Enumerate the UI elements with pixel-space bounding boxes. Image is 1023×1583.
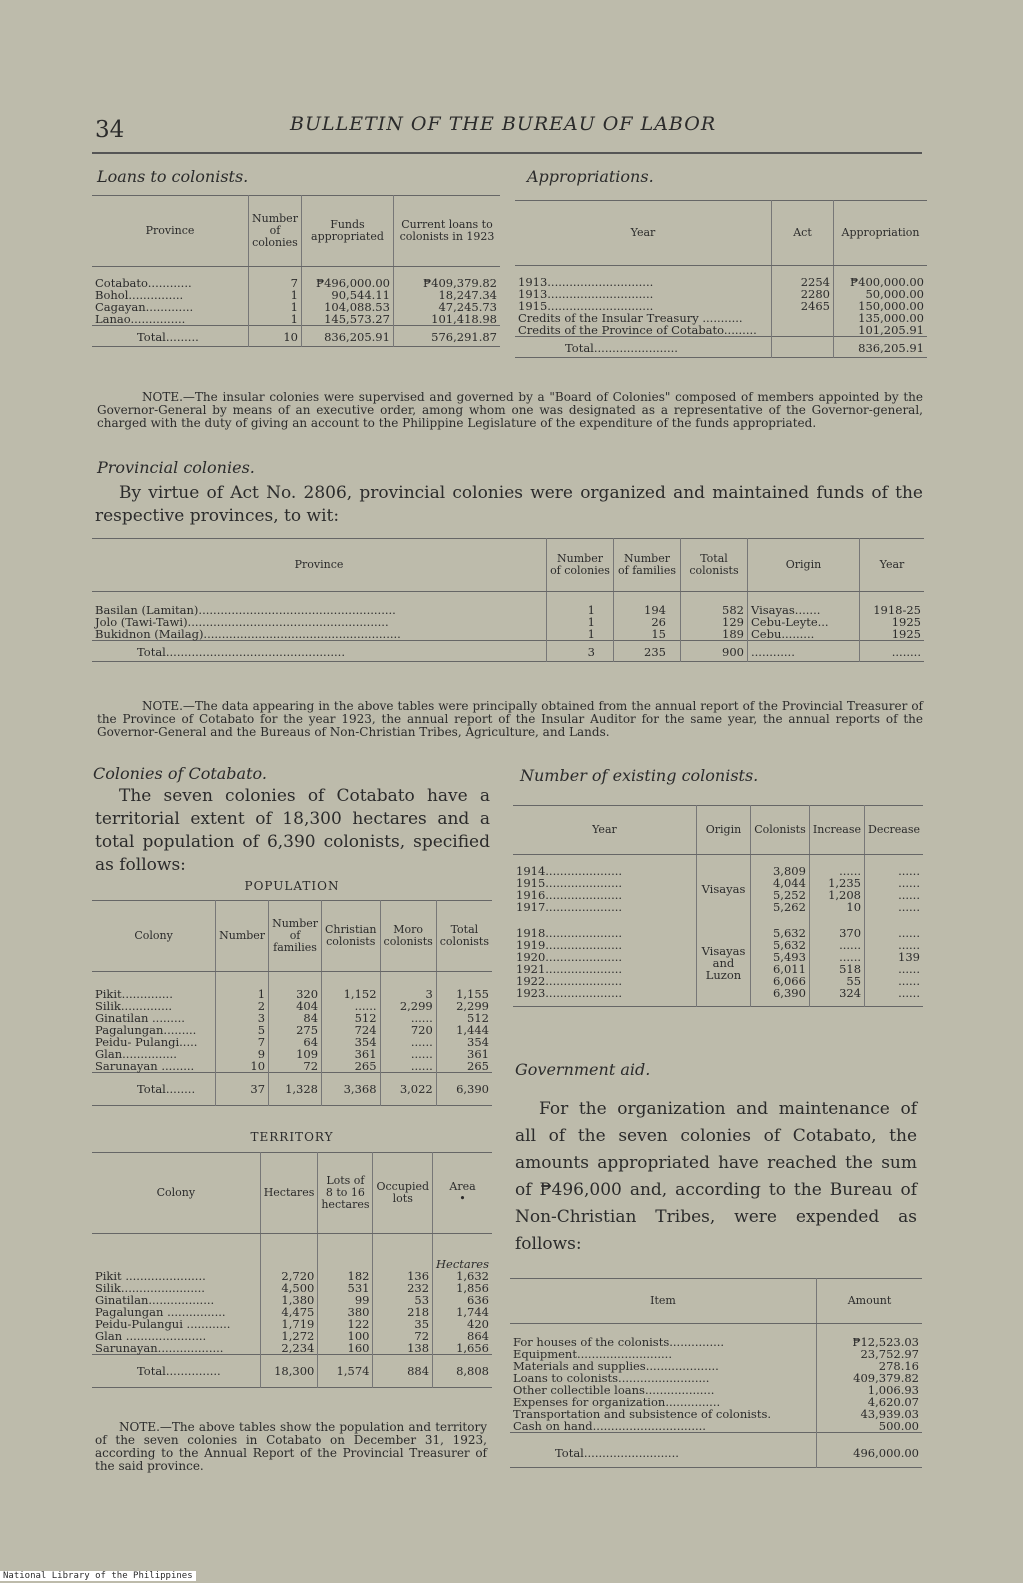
total-row: Total................................................. 3 235 900 ............ ........	[92, 640, 924, 661]
col-header: Increase	[809, 806, 864, 855]
col-header: Number of colonies	[249, 196, 302, 267]
table-row: 1913............................. 2280 50,000.00	[515, 288, 927, 300]
table-row: Ginatilan.................. 1,380 99 53 636	[92, 1294, 492, 1306]
col-header: Province	[92, 196, 249, 267]
population-table	[92, 900, 492, 1106]
col-header: Appropriation	[834, 201, 928, 266]
table-row: Pikit.............. 1 320 1,152 3 1,155	[92, 988, 492, 1000]
loans-heading: Loans to colonists.	[97, 167, 249, 186]
table-row: For houses of the colonists............... ₱12,523.03	[510, 1336, 922, 1348]
aid-header-row	[510, 1279, 922, 1324]
aid-table	[510, 1278, 922, 1468]
territory-header-row	[92, 1153, 492, 1234]
running-title: BULLETIN OF THE BUREAU OF LABOR	[290, 113, 717, 135]
appropriations-heading: Appropriations.	[527, 167, 654, 186]
table-row: Glan ...................... 1,272 100 72 864	[92, 1330, 492, 1342]
table-row: Basilan (Lamitan)...................................................... 1 194 582 Visayas....... 1918-25	[92, 604, 924, 616]
col-header: Hectares	[260, 1153, 318, 1234]
increase-list: 370 ...... ...... 518 55 324	[809, 927, 864, 999]
table-row: Other collectible loans................... 1,006.93	[510, 1384, 922, 1396]
col-header: Year	[513, 806, 696, 855]
table-row: Transportation and subsistence of colonists. 43,939.03	[510, 1408, 922, 1420]
cotabato-intro: The seven colonies of Cotabato have a territorial extent of 18,300 hectares and a total population of 6,390 colonists, specified as follows:	[95, 786, 490, 875]
year-list: 1914..................... 1915..................... 1916..................... 1917.....................	[516, 863, 623, 914]
col-header: Number of families	[269, 901, 322, 972]
col-header: Colonists	[751, 806, 810, 855]
table-row: Expenses for organization............... 4,620.07	[510, 1396, 922, 1408]
col-header: Occupied lots	[373, 1153, 433, 1234]
table-row: Materials and supplies.................... 278.16	[510, 1360, 922, 1372]
col-header: Funds appropriated	[301, 196, 393, 267]
aid-heading: Government aid.	[515, 1060, 651, 1079]
col-header: Province	[92, 539, 547, 592]
table-row: Cotabato............ 7 ₱496,000.00 ₱409,379.82	[92, 277, 500, 289]
total-row: Total............... 18,300 1,574 884 8,808	[92, 1354, 492, 1387]
col-header: Lots of 8 to 16 hectares	[318, 1153, 373, 1234]
loans-header-row	[92, 196, 500, 267]
table-row: 1913............................. 2254 ₱400,000.00	[515, 276, 927, 288]
population-header-row	[92, 901, 492, 972]
col-header: Current loans to colonists in 1923	[393, 196, 500, 267]
col-header: Christian colonists	[322, 901, 381, 972]
note-cotabato-tables: NOTE.—The above tables show the population and territory of the seven colonies in Cotabato on December 31, 1923, according to the Annual Report of the Provincial Treasurer of the said province.	[95, 1420, 487, 1473]
total-row: Total........ 37 1,328 3,368 3,022 6,390	[92, 1072, 492, 1105]
library-credit: National Library of the Philippines	[0, 1571, 196, 1581]
colonists-list: 5,632 5,632 5,493 6,011 6,066 6,390	[751, 927, 810, 999]
total-row: Total......... 10 836,205.91 576,291.87	[92, 325, 500, 346]
table-row: Credits of the Province of Cotabato......... 101,205.91	[515, 324, 927, 337]
col-header: Decrease	[865, 806, 923, 855]
table-row: Loans to colonists......................... 409,379.82	[510, 1372, 922, 1384]
decrease-list: ...... ...... ...... ......	[865, 865, 923, 913]
existing-colonists-table	[513, 805, 923, 1007]
existing-group-visayas-luzon	[513, 927, 923, 999]
table-row: Peidu-Pulangui ............ 1,719 122 35 420	[92, 1318, 492, 1330]
total-row: Total.......................... 496,000.00	[510, 1432, 922, 1467]
col-header: Number	[216, 901, 269, 972]
origin-cell: Visayas and Luzon	[696, 927, 750, 999]
table-row: 1915............................. 2465 150,000.00	[515, 300, 927, 312]
table-row: Bukidnon (Mailag)...................................................... 1 15 189 Cebu......... 1925	[92, 628, 924, 641]
col-header: Number of families	[614, 539, 681, 592]
col-header: Year	[515, 201, 772, 266]
table-row: Cagayan............. 1 104,088.53 47,245.73	[92, 301, 500, 313]
table-row: Lanao............... 1 145,573.27 101,418.98	[92, 313, 500, 326]
territory-caption: TERRITORY	[250, 1130, 334, 1144]
col-header: Moro colonists	[380, 901, 436, 972]
table-row: Ginatilan ......... 3 84 512 ...... 512	[92, 1012, 492, 1024]
col-header: Colony	[92, 901, 216, 972]
table-row: Sarunayan.................. 2,234 160 138 1,656	[92, 1342, 492, 1355]
table-row: Credits of the Insular Treasury ........... 135,000.00	[515, 312, 927, 324]
cotabato-heading: Colonies of Cotabato.	[93, 764, 267, 783]
col-header: Area •	[433, 1153, 492, 1234]
col-header: Number of colonies	[547, 539, 614, 592]
table-row: Silik.............. 2 404 ...... 2,299 2,299	[92, 1000, 492, 1012]
appropriations-header-row	[515, 201, 927, 266]
note-board-of-colonies: NOTE.—The insular colonies were supervised and governed by a "Board of Colonies" composed of members appointed by the Governor-General by means of an executive order, among whom one was designated as a representative of the Governor-general, charged with the duty of giving an account to the Philippine Legislature of the expenditure of the funds appropriated.	[97, 390, 923, 430]
note-data-sources: NOTE.—The data appearing in the above tables were principally obtained from the annual report of the Provincial Treasurer of the Province of Cotabato for the year 1923, the annual report of the Insular Auditor for the same year, the annual reports of the Governor-General and the Bureaus of Non-Christian Tribes, Agriculture, and Lands.	[97, 699, 923, 739]
table-row: Sarunayan ......... 10 72 265 ...... 265	[92, 1060, 492, 1073]
decrease-list: ...... ...... 139 ...... ...... ......	[865, 927, 923, 999]
col-header: Act	[772, 201, 834, 266]
col-header: Item	[510, 1279, 817, 1324]
col-header: Year	[860, 539, 925, 592]
table-row: Pagalungan......... 5 275 724 720 1,444	[92, 1024, 492, 1036]
total-row: Total....................... 836,205.91	[515, 336, 927, 357]
col-header: Total colonists	[681, 539, 748, 592]
col-header: Amount	[817, 1279, 923, 1324]
provincial-table	[92, 538, 924, 662]
colonists-list: 3,809 4,044 5,252 5,262	[751, 865, 810, 913]
table-row: Silik....................... 4,500 531 232 1,856	[92, 1282, 492, 1294]
territory-table	[92, 1152, 492, 1388]
aid-intro: For the organization and maintenance of all of the seven colonies of Cotabato, the amounts appropriated have reached the sum of ₱496,000 and, according to the Bureau of Non-Christian Tribes, were expended as follows:	[515, 1099, 917, 1254]
header-rule	[92, 152, 922, 154]
table-row: Equipment.......................... 23,752.97	[510, 1348, 922, 1360]
col-header: Total colonists	[436, 901, 492, 972]
table-row: Jolo (Tawi-Tawi)....................................................... 1 26 129 Cebu-Leyte... 1925	[92, 616, 924, 628]
area-unit-label: Hectares	[433, 1234, 492, 1270]
table-row: Pagalungan ................ 4,475 380 218 1,744	[92, 1306, 492, 1318]
table-row: Pikit ...................... 2,720 182 136 1,632	[92, 1270, 492, 1282]
existing-group-visayas	[513, 865, 923, 913]
loans-table	[92, 195, 500, 347]
origin-cell: Visayas	[696, 865, 750, 913]
year-list: 1918..................... 1919..................... 1920..................... 1921..................... 1922..................... 1923.....................	[516, 925, 623, 1000]
increase-list: ...... 1,235 1,208 10	[809, 865, 864, 913]
table-row: Bohol............... 1 90,544.11 18,247.34	[92, 289, 500, 301]
existing-heading: Number of existing colonists.	[520, 766, 759, 785]
table-row: Glan............... 9 109 361 ...... 361	[92, 1048, 492, 1060]
col-header: Colony	[92, 1153, 260, 1234]
provincial-intro: By virtue of Act No. 2806, provincial colonies were organized and maintained funds of the respective provinces, to wit:	[95, 483, 923, 526]
col-header: Origin	[748, 539, 860, 592]
population-caption: POPULATION	[244, 879, 340, 893]
existing-header-row	[513, 806, 923, 855]
table-row: Cash on hand............................... 500.00	[510, 1420, 922, 1433]
page-number: 34	[95, 117, 125, 143]
provincial-heading: Provincial colonies.	[97, 458, 255, 477]
col-header: Origin	[696, 806, 750, 855]
provincial-header-row	[92, 539, 924, 592]
appropriations-table	[515, 200, 927, 358]
table-row: Peidu- Pulangi..... 7 64 354 ...... 354	[92, 1036, 492, 1048]
